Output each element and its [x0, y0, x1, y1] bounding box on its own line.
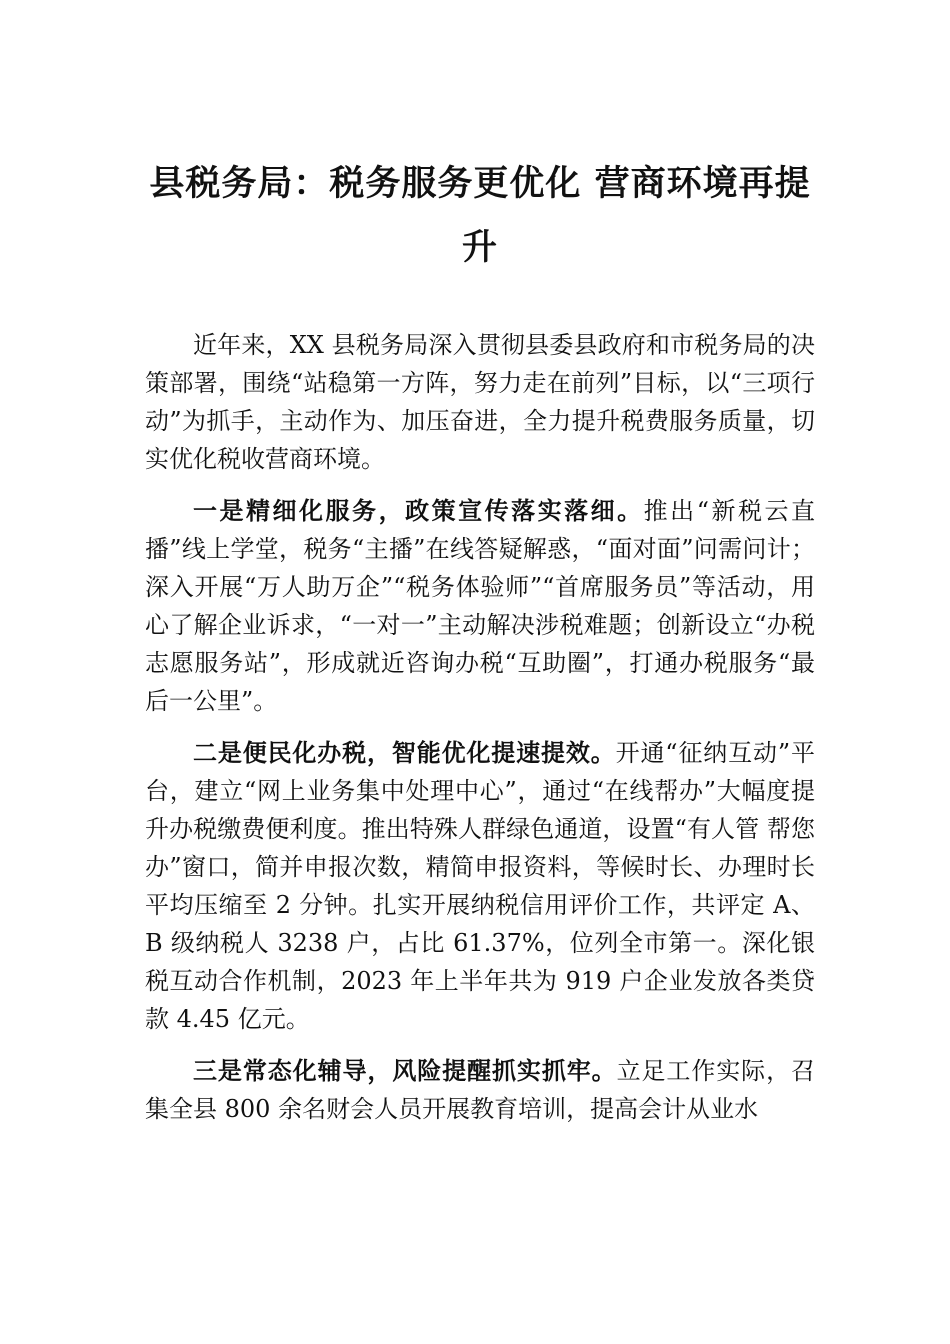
section-body-3: 立足工作实际，召集全县 800 余名财会人员开展教育培训，提高会计从业水	[145, 1057, 816, 1123]
section-body-2: 开通“征纳互动”平台，建立“网上业务集中处理中心”，通过“在线帮办”大幅度提升办税缴费便利度。推出特殊人群绿色通道，设置“有人管 帮您办”窗口，简并申报次数，精简申报资料，等候时长、办理时长平均压缩至 2 分钟。扎实开展纳税信用评价工作，共评定 A、B 级纳税人 3238 户，占比 61.37%，位列全市第一。深化银税互动合作机制，2023 年上半年共为 919 户企业发放各类贷款 4.45 亿元。	[145, 739, 815, 1033]
section-lead-2: 二是便民化办税，智能优化提速提效。	[193, 739, 616, 767]
intro-paragraph: 近年来，XX 县税务局深入贯彻县委县政府和市税务局的决策部署，围绕“站稳第一方阵，努力走在前列”目标，以“三项行动”为抓手，主动作为、加压奋进，全力提升税费服务质量，切实优化税收营商环境。	[145, 331, 815, 473]
section-body-1: 推出“新税云直播”线上学堂，税务“主播”在线答疑解惑，“面对面”问需问计；深入开展“万人助万企”“税务体验师”“首席服务员”等活动，用心了解企业诉求，“一对一”主动解决涉税难题；创新设立“办税志愿服务站”，形成就近咨询办税“互助圈”，打通办税服务“最后一公里”。	[145, 497, 815, 715]
section-lead-1: 一是精细化服务，政策宣传落实落细。	[193, 497, 644, 525]
document-page	[145, 152, 815, 1142]
document-title: 县税务局：税务服务更优化 营商环境再提升	[149, 163, 811, 268]
section-paragraph-3	[145, 1052, 815, 1128]
section-paragraph-1	[145, 492, 815, 720]
section-paragraph-2	[145, 734, 815, 1038]
section-lead-3: 三是常态化辅导，风险提醒抓实抓牢。	[193, 1057, 617, 1085]
